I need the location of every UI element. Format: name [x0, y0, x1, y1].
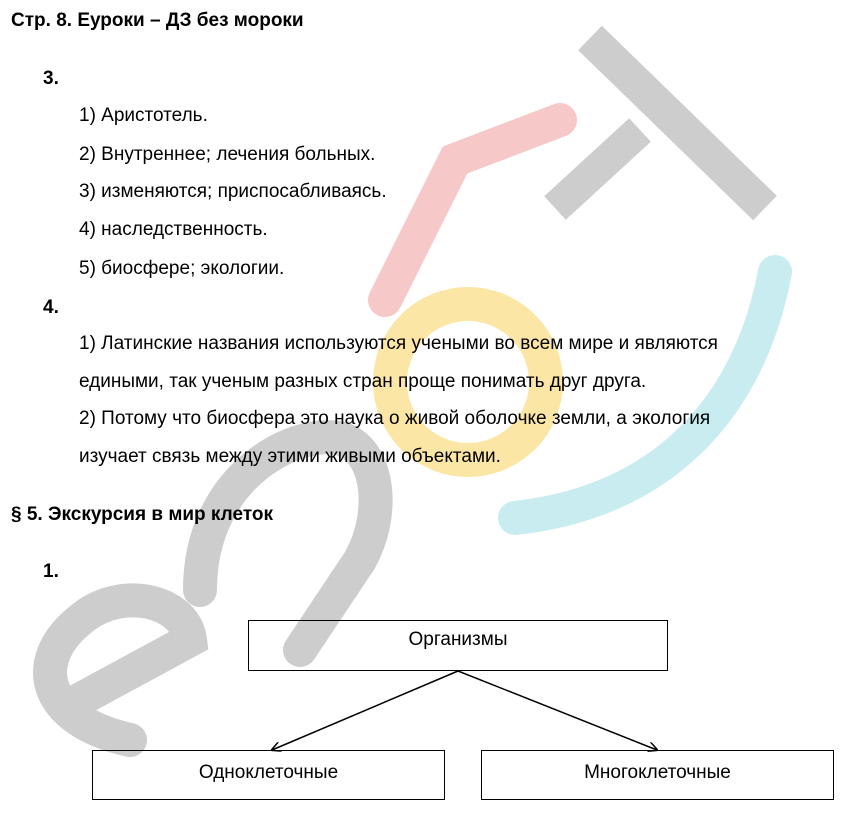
task-3-number: 3.: [43, 68, 59, 89]
diagram-root-label: Организмы: [408, 628, 508, 650]
task-1-number: 1.: [43, 561, 59, 582]
page-header-title: Стр. 8. Еуроки – ДЗ без мороки: [11, 10, 304, 31]
diagram-child-label-1: Одноклеточные: [198, 762, 339, 783]
task-4-number: 4.: [43, 297, 59, 318]
task-3-answer-3: 3) изменяются; приспосабливаясь.: [79, 181, 387, 202]
section-5-title: § 5. Экскурсия в мир клеток: [11, 504, 273, 525]
diagram-child-label-2: Многоклеточные: [584, 762, 731, 783]
task-4-line-3: 2) Потому что биосфера это наука о живой оболочке земли, а экология: [79, 408, 711, 429]
task-3-answer-4: 4) наследственность.: [79, 219, 268, 240]
task-4-line-1: 1) Латинские названия используются учеными во всем мире и являются: [79, 333, 718, 354]
task-3-answer-1: 1) Аристотель.: [79, 105, 208, 126]
task-4-line-2: едиными, так ученым разных стран проще понимать друг друга.: [79, 371, 647, 392]
task-4-line-4: изучает связь между этими живыми объектами.: [79, 446, 501, 467]
arrow-to-unicellular: [272, 671, 458, 750]
task-3-answer-2: 2) Внутреннее; лечения больных.: [79, 144, 376, 165]
arrow-to-multicellular: [458, 671, 657, 750]
task-3-answer-5: 5) биосфере; экологии.: [79, 258, 285, 279]
